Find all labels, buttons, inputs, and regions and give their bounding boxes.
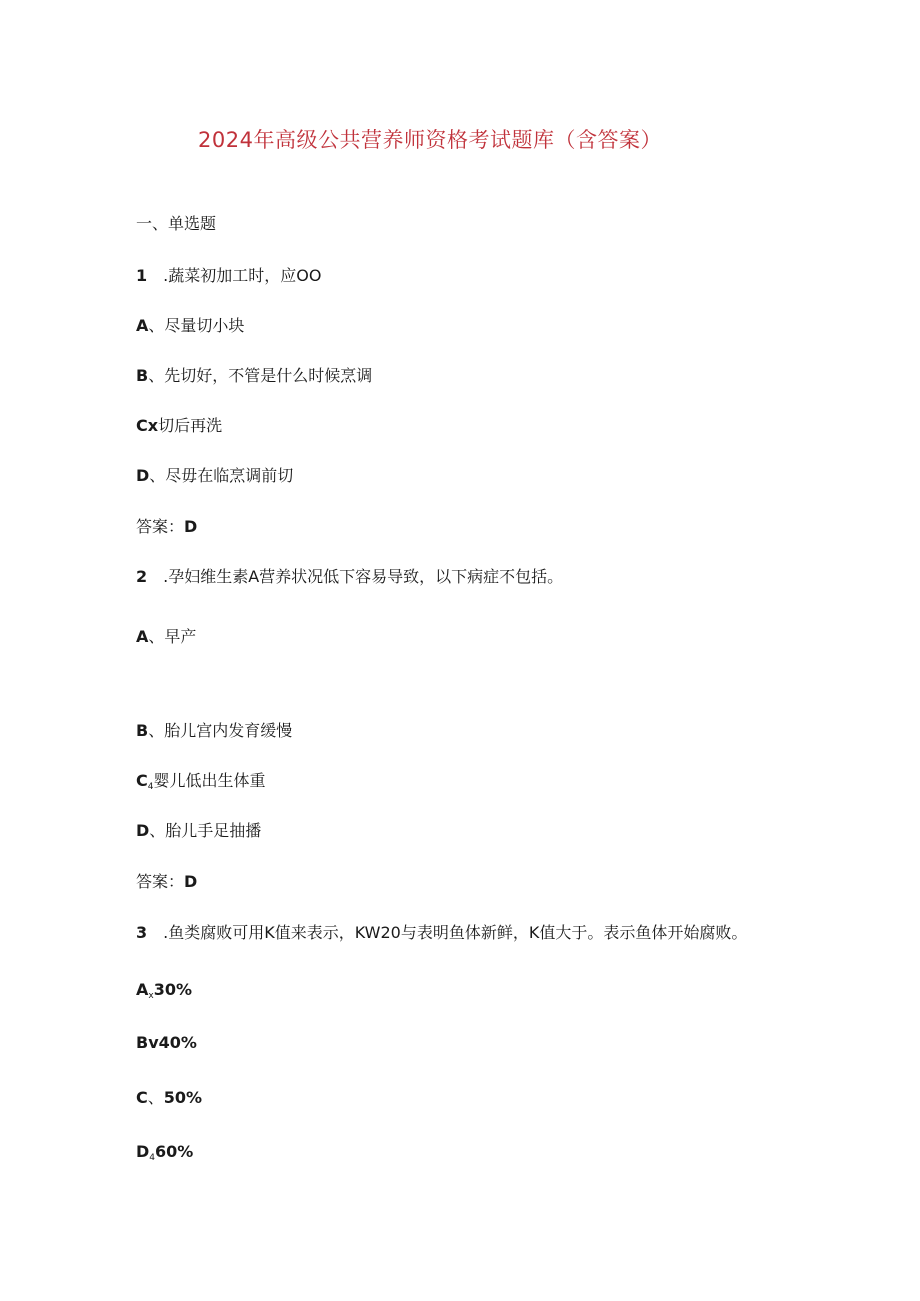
option-text: 胎儿宫内发育缓慢 [164,721,293,740]
option-label: D [136,466,150,485]
option-b [136,1032,197,1054]
option-b [136,365,372,387]
answer-1 [136,516,197,538]
option-sep: 、 [149,466,166,485]
option-sep: 、 [148,627,165,646]
option-text: 60% [155,1142,194,1161]
option-text: 早产 [164,627,197,646]
option-text: 50% [163,1088,203,1107]
option-sep: x [148,991,154,1001]
option-sep: 、 [148,366,165,385]
answer-label: 答案： [136,872,185,891]
question-stem: .鱼类腐败可用K值来表示，KW20与表明鱼体新鲜，K值大于。表示鱼体开始腐败。 [163,923,748,942]
option-c [136,415,222,437]
option-text: 尽量切小块 [164,316,245,335]
question-stem: .孕妇维生素A营养状况低下容易导致，以下病症不包括。 [163,567,564,586]
question-number: 2 [136,567,148,586]
option-sep: 、 [149,821,166,840]
option-a [136,979,192,1007]
option-text: 切后再洗 [158,416,223,435]
option-d [136,820,261,842]
answer-value: D [184,517,198,536]
option-sep: 、 [148,721,165,740]
option-label: A [136,980,149,999]
question-stem: .蔬菜初加工时，应OO [163,266,322,285]
option-c [136,1087,202,1109]
answer-label: 答案： [136,517,185,536]
question-number: 3 [136,923,148,942]
option-sep: 、 [147,1088,164,1107]
option-label: C [136,771,148,790]
option-text: 胎儿手足抽播 [165,821,262,840]
question-1 [136,265,321,287]
answer-2 [136,871,197,893]
answer-value: D [184,872,198,891]
option-text: 先切好，不管是什么时候烹调 [164,366,373,385]
option-c [136,770,266,798]
option-d [136,465,293,487]
question-number: 1 [136,266,148,285]
option-sep: 4 [147,782,154,792]
option-label: B [136,721,149,740]
section-heading: 一、单选题 [136,214,217,233]
option-label: B [136,366,149,385]
option-label: A [136,627,149,646]
option-text: 40% [158,1033,197,1052]
option-text: 婴儿低出生体重 [153,771,266,790]
option-label: Cx [136,416,159,435]
option-sep: 4 [149,1153,156,1163]
option-label: A [136,316,149,335]
question-2 [136,566,563,588]
option-b [136,720,292,742]
option-label: Bv [136,1033,159,1052]
option-text: 30% [153,980,193,999]
option-label: D [136,821,150,840]
page-title: 2024年高级公共营养师资格考试题库（含答案） [198,128,662,152]
option-label: C [136,1088,148,1107]
option-a [136,315,244,337]
option-text: 尽毋在临烹调前切 [165,466,294,485]
option-a [136,626,196,648]
question-3 [136,922,747,944]
option-d [136,1141,193,1169]
option-sep: 、 [148,316,165,335]
option-label: D [136,1142,150,1161]
